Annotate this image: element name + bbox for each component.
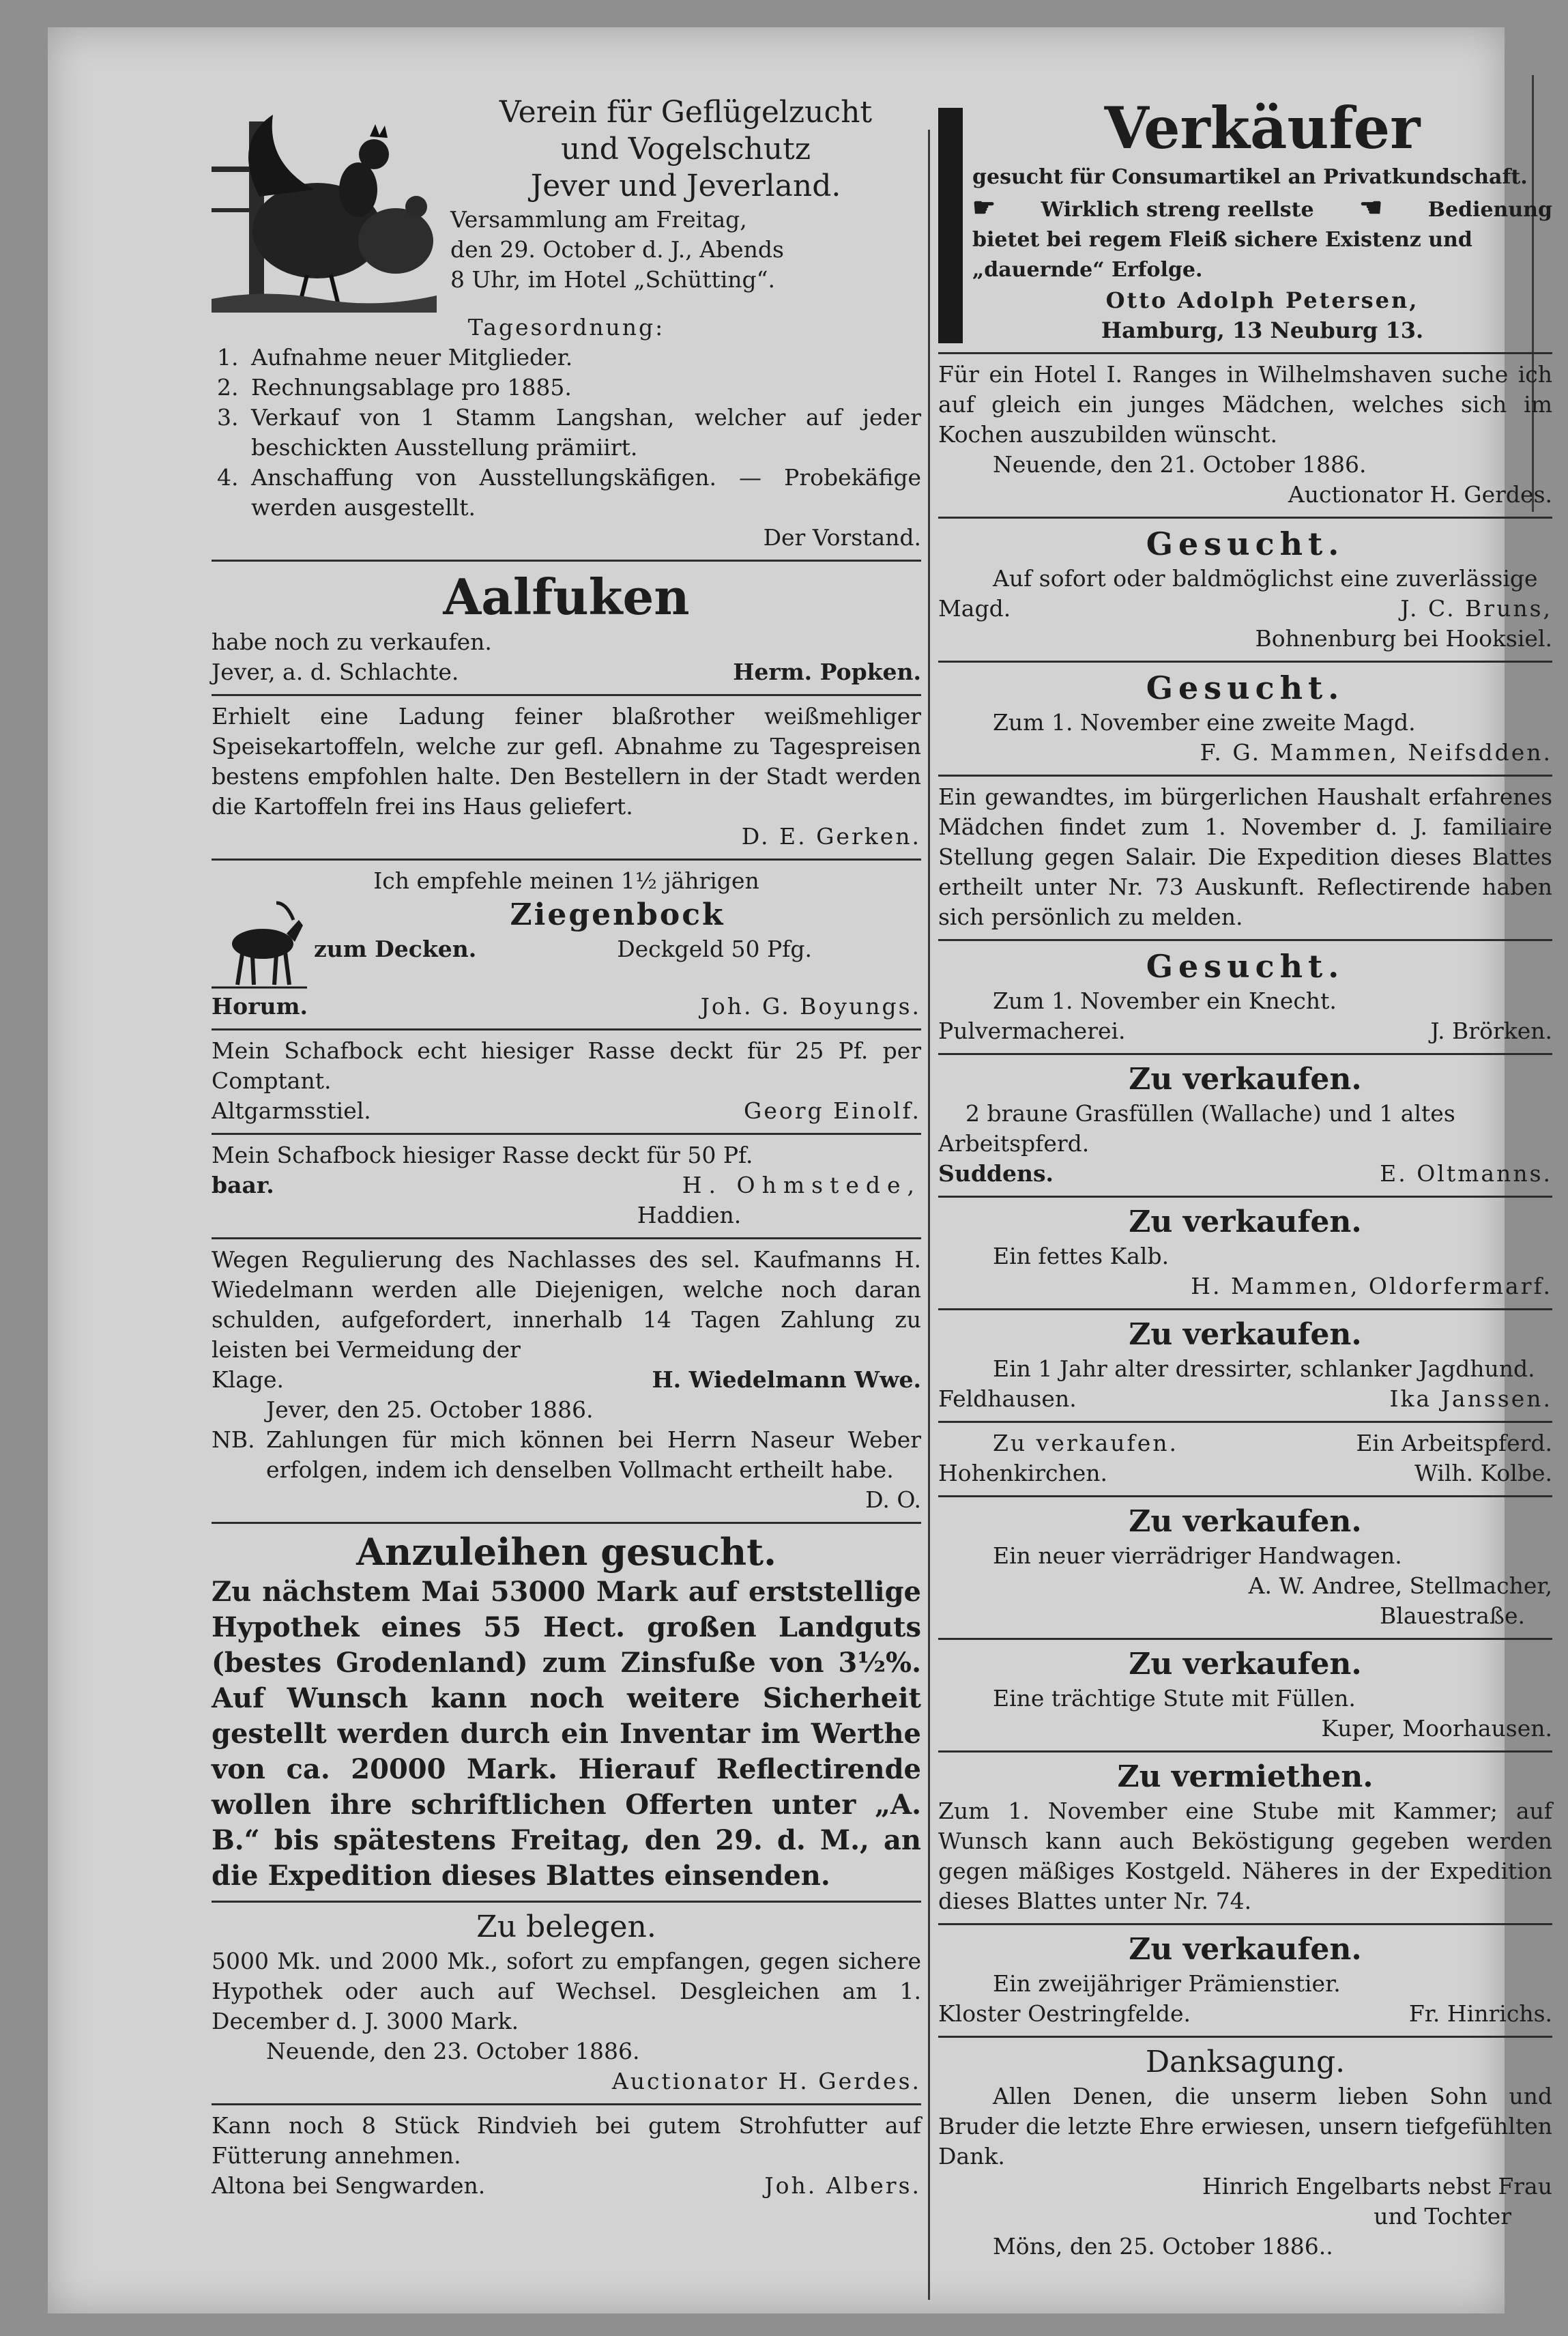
ad-hotel: [938, 354, 1552, 519]
ad-belegen: [212, 1903, 921, 2105]
decorative-bar: [938, 108, 963, 343]
schafbock1-name: Georg Einolf.: [744, 1097, 921, 1124]
verkaeufer-line2-row: [972, 192, 1552, 225]
pointing-hand-icon: ☛: [972, 192, 996, 222]
verein-signature: Der Vorstand.: [763, 524, 921, 551]
schafbock2-sign-row: [212, 1170, 921, 1200]
ad-rindvieh: [212, 2105, 921, 2208]
schafbock2-name: H. Ohmstede,: [682, 1172, 921, 1198]
agenda-item: 4. Anschaffung von Ausstellungskäfigen. — Probekäfige werden ausgestellt.: [246, 463, 921, 523]
verkaeufer-title: Verkäufer: [1104, 94, 1421, 162]
gesucht1-title: Gesucht.: [1146, 525, 1345, 562]
verein-line: 8 Uhr, im Hotel „Schütting“.: [450, 266, 776, 293]
ad-schafbock-2: [212, 1135, 921, 1239]
ad-vermiethen: [938, 1753, 1552, 1925]
danksagung-date: Möns, den 25. October 1886..: [993, 2233, 1333, 2260]
ziegenbock-row: [314, 934, 921, 964]
verkaufen4-sign-row: [938, 1458, 1552, 1488]
rooster-illustration: [212, 94, 437, 313]
belegen-text: 5000 Mk. und 2000 Mk., sofort zu empfangen, gegen sichere Hypothek oder auch auf Wechsel. Desgleichen am 1. December d. J. 3000 Mark.: [212, 1948, 921, 2034]
danksagung-title: Danksagung.: [1145, 2045, 1346, 2079]
verkaeufer-line4: „dauernde“ Erfolge.: [972, 258, 1203, 282]
ad-anzuleihen: [212, 1524, 921, 1903]
verkaufen3-name: Ika Janssen.: [1389, 1385, 1552, 1412]
nachlass-text-end: Klage.: [212, 1366, 285, 1393]
ad-verkaufen-3: [938, 1310, 1552, 1423]
ziegenbock-place: Horum.: [212, 993, 308, 1020]
danksagung-name2: und Tochter: [1374, 2203, 1511, 2230]
verkaeufer-name: Otto Adolph Petersen,: [1105, 287, 1419, 313]
gesucht3-title: Gesucht.: [1146, 948, 1345, 985]
aalfuken-place: Jever, a. d. Schlachte.: [212, 659, 459, 685]
aalfuken-title: Aalfuken: [443, 568, 690, 626]
gesucht1-text2: Magd.: [938, 595, 1011, 622]
vermiethen-text: Zum 1. November eine Stube mit Kammer; auf Wunsch kann auch Beköstigung gegeben werden gegen mäßiges Kostgeld. Näheres in der Expedition dieses Blattes unter Nr. 74.: [938, 1798, 1552, 1914]
verkaufen3-text: Ein 1 Jahr alter dressirter, schlanker Jagdhund.: [993, 1355, 1535, 1382]
ad-ziegenbock: [212, 861, 921, 1030]
aalfuken-sign-row: [212, 657, 921, 687]
aalfuken-name: Herm. Popken.: [733, 659, 921, 685]
rindvieh-place: Altona bei Sengwarden.: [212, 2172, 486, 2199]
agenda-item: 3. Verkauf von 1 Stamm Langshan, welcher auf jeder beschickten Ausstellung prämiirt.: [246, 403, 921, 463]
ad-verkaufen-5: [938, 1497, 1552, 1640]
goat-illustration: [212, 896, 307, 992]
verkaufen3-title: Zu verkaufen.: [1129, 1317, 1362, 1352]
verkaufen5-name: A. W. Andree, Stellmacher,: [1248, 1572, 1552, 1599]
verkaufen1-name: E. Oltmanns.: [1380, 1160, 1552, 1187]
ad-aalfuken: [212, 562, 921, 696]
kartoffeln-text: Erhielt eine Ladung feiner blaßrother weißmehliger Speisekartoffeln, welche zur gefl. Abnahme zu Tagespreisen bestens empfohlen halte. Den Bestellern in der Stadt werden die Kartoffeln frei ins Haus geliefert.: [212, 703, 921, 820]
nachlass-nb: [212, 1425, 921, 1485]
verkaeufer-box: [938, 94, 1552, 345]
schafbock1-place: Altgarmsstiel.: [212, 1097, 371, 1124]
ziegenbock-name: Joh. G. Boyungs.: [700, 993, 921, 1020]
verkaufen5-text: Ein neuer vierrädriger Handwagen.: [993, 1542, 1402, 1569]
pointing-hand-icon: ☚: [1359, 192, 1383, 222]
rindvieh-name: Joh. Albers.: [764, 2172, 921, 2199]
ad-kartoffeln: [212, 696, 921, 861]
verkaufen4-place: Hohenkirchen.: [938, 1460, 1108, 1486]
ad-verkaufen-4: [938, 1423, 1552, 1497]
ziegenbock-fee: Deckgeld 50 Pfg.: [617, 936, 812, 962]
nachlass-name: H. Wiedelmann Wwe.: [652, 1366, 921, 1393]
ad-verkaufen-1: [938, 1055, 1552, 1198]
verkaufen1-text: 2 braune Grasfüllen (Wallache) und 1 altes: [966, 1100, 1455, 1127]
belegen-name: Auctionator H. Gerdes.: [611, 2068, 921, 2094]
schafbock2-text2: baar.: [212, 1172, 274, 1198]
gesucht1-sign-row: [938, 594, 1552, 624]
verkaeufer-line2: Wirklich streng reellste: [1041, 198, 1314, 222]
belegen-title: Zu belegen.: [476, 1909, 656, 1944]
verkaufen2-title: Zu verkaufen.: [1129, 1205, 1362, 1239]
verkaufen4-row: [938, 1428, 1552, 1458]
hotel-text: Für ein Hotel I. Ranges in Wilhelmshaven suche ich auf gleich ein junges Mädchen, welches sich im Kochen auszubilden wünscht.: [938, 361, 1552, 448]
gesucht2-text: Zum 1. November eine zweite Magd.: [993, 709, 1416, 736]
nachlass-text: Wegen Regulierung des Nachlasses des sel. Kaufmanns H. Wiedelmann werden alle Diejenigen, welche noch daran schulden, aufgefordert, innerhalb 14 Tagen Zahlung zu leisten bei Vermeidung der: [212, 1246, 921, 1363]
gesucht3-name: J. Brörken.: [1430, 1018, 1552, 1044]
gesucht3-sign-row: [938, 1016, 1552, 1046]
verkaufen4-name: Wilh. Kolbe.: [1414, 1460, 1552, 1486]
belegen-date: Neuende, den 23. October 1886.: [266, 2038, 640, 2064]
verein-line: Versammlung am Freitag,: [450, 206, 747, 233]
ziegenbock-sign-row: [212, 992, 921, 1022]
agenda-item: 2. Rechnungsablage pro 1885.: [246, 373, 921, 403]
verkaufen5-place: Blauestraße.: [1380, 1602, 1525, 1629]
gesucht1-text: Auf sofort oder baldmöglichst eine zuverlässige: [993, 565, 1538, 592]
gesucht1-place: Bohnenburg bei Hooksiel.: [1255, 625, 1552, 652]
ad-verein-gefluegelzucht: [212, 89, 921, 562]
verkaufen1-place: Suddens.: [938, 1160, 1054, 1187]
verkaeufer-line3: bietet bei regem Fleiß sichere Existenz und: [972, 228, 1472, 252]
nb-label: NB.: [212, 1426, 255, 1453]
rindvieh-sign-row: [212, 2171, 921, 2201]
hotel-name: Auctionator H. Gerdes.: [1288, 481, 1552, 508]
ad-gesucht-1: [938, 519, 1552, 663]
verkaufen7-text: Ein zweijähriger Prämienstier.: [993, 1970, 1341, 1997]
gesucht2-name: F. G. Mammen, Neifsdden.: [1200, 739, 1552, 766]
newspaper-page: [48, 27, 1552, 2313]
agenda-list: [212, 343, 921, 523]
nachlass-sign-row: [212, 1365, 921, 1395]
verkaufen4-title: Zu verkaufen.: [993, 1430, 1179, 1456]
verkaufen2-text: Ein fettes Kalb.: [993, 1243, 1170, 1269]
verkaeufer-line1: gesucht für Consumartikel an Privatkundschaft.: [972, 165, 1528, 189]
ad-gesucht-2: [938, 663, 1552, 777]
verein-line: den 29. October d. J., Abends: [450, 236, 784, 263]
verkaufen6-title: Zu verkaufen.: [1129, 1647, 1362, 1682]
column-divider: [928, 130, 930, 2300]
verein-title: Verein für Geflügelzucht: [499, 95, 873, 130]
ziegenbock-line1: Ich empfehle meinen 1½ jährigen: [373, 867, 759, 894]
anzuleihen-text: Zu nächstem Mai 53000 Mark auf erststellige Hypothek eines 55 Hect. großen Landguts (bestes Grodenland) zum Zinsfuße von 3½%. Auf Wunsch kann noch weitere Sicherheit gestellt werden durch ein Inventar im Werthe von ca. 20000 Mark. Hierauf Reflectirende wollen ihre schriftlichen Offerten unter „A. B.“ bis spätestens Freitag, den 29. d. M., an die Expedition dieses Blattes einsenden.: [212, 1576, 921, 1892]
verein-place: Jever und Jeverland.: [530, 169, 841, 203]
vermiethen-title: Zu vermiethen.: [1117, 1759, 1374, 1794]
verkaufen5-title: Zu verkaufen.: [1129, 1504, 1362, 1539]
verkaufen3-sign-row: [938, 1384, 1552, 1414]
schafbock1-sign-row: [212, 1096, 921, 1126]
verkaeufer-line2b: Bedienung: [1427, 198, 1552, 222]
verkaufen6-name: Kuper, Moorhausen.: [1321, 1715, 1552, 1742]
ad-verkaeufer: [938, 89, 1552, 354]
verkaufen1-title: Zu verkaufen.: [1129, 1062, 1362, 1097]
danksagung-text: Allen Denen, die unserm lieben Sohn und Bruder die letzte Ehre erwiesen, unsern tiefgefühlten Dank.: [938, 2083, 1552, 2169]
verkaufen2-name: H. Mammen, Oldorfermarf.: [1191, 1273, 1552, 1299]
schafbock2-place: Haddien.: [637, 1202, 742, 1228]
schafbock2-text: Mein Schafbock hiesiger Rasse deckt für 50 Pf.: [212, 1142, 753, 1168]
ad-schafbock-1: [212, 1030, 921, 1135]
gesucht3-text: Zum 1. November ein Knecht.: [993, 987, 1337, 1014]
verkaufen4-text: Ein Arbeitspferd.: [1356, 1430, 1552, 1456]
gesucht3-place: Pulvermacherei.: [938, 1018, 1126, 1044]
ad-verkaufen-6: [938, 1640, 1552, 1753]
nachlass-date: Jever, den 25. October 1886.: [266, 1396, 594, 1423]
ziegenbock-line2: zum Decken.: [314, 936, 477, 962]
ad-gesucht-3: [938, 941, 1552, 1055]
maedchen-text: Ein gewandtes, im bürgerlichen Haushalt erfahrenes Mädchen findet zum 1. November d. J. familiaire Stellung gegen Salair. Die Expedition dieses Blattes ertheilt unter Nr. 73 Auskunft. Reflectirende haben sich persönlich zu melden.: [938, 783, 1552, 930]
ziegenbock-title: Ziegenbock: [510, 897, 725, 932]
agenda-label: Tagesordnung:: [467, 314, 665, 341]
hotel-date: Neuende, den 21. October 1886.: [993, 451, 1367, 478]
ad-verkaufen-7: [938, 1925, 1552, 2038]
verkaufen3-place: Feldhausen.: [938, 1385, 1077, 1412]
gesucht2-title: Gesucht.: [1146, 669, 1345, 706]
rindvieh-text: Kann noch 8 Stück Rindvieh bei gutem Strohfutter auf Fütterung annehmen.: [212, 2112, 921, 2169]
left-column: [212, 89, 921, 2208]
schafbock1-text: Mein Schafbock echt hiesiger Rasse deckt für 25 Pf. per Comptant.: [212, 1037, 921, 1094]
verkaufen7-sign-row: [938, 1999, 1552, 2029]
ad-nachlass: [212, 1239, 921, 1524]
kartoffeln-name: D. E. Gerken.: [741, 823, 921, 850]
verkaeufer-address: Hamburg, 13 Neuburg 13.: [1101, 317, 1424, 343]
verkaufen7-name: Fr. Hinrichs.: [1408, 2000, 1552, 2027]
anzuleihen-title: Anzuleihen gesucht.: [356, 1530, 776, 1574]
ad-maedchen: [938, 777, 1552, 941]
verkaufen7-place: Kloster Oestringfelde.: [938, 2000, 1191, 2027]
verkaufen1-sign-row: [938, 1159, 1552, 1189]
verein-subtitle: und Vogelschutz: [560, 132, 811, 167]
right-column: [938, 89, 1552, 2268]
ad-danksagung: [938, 2038, 1552, 2268]
verkaufen7-title: Zu verkaufen.: [1129, 1932, 1362, 1967]
ad-verkaufen-2: [938, 1198, 1552, 1310]
verkaufen1-text2: Arbeitspferd.: [938, 1130, 1090, 1157]
nb-signature: D. O.: [865, 1486, 921, 1513]
gesucht1-name: J. C. Bruns,: [1400, 595, 1552, 622]
verkaufen6-text: Eine trächtige Stute mit Füllen.: [993, 1685, 1356, 1712]
aalfuken-text: habe noch zu verkaufen.: [212, 629, 492, 655]
nb-text: Zahlungen für mich können bei Herrn Naseur Weber erfolgen, indem ich denselben Vollmacht ertheilt habe.: [266, 1426, 921, 1483]
danksagung-name: Hinrich Engelbarts nebst Frau: [1202, 2173, 1552, 2200]
agenda-item: 1. Aufnahme neuer Mitglieder.: [246, 343, 921, 373]
